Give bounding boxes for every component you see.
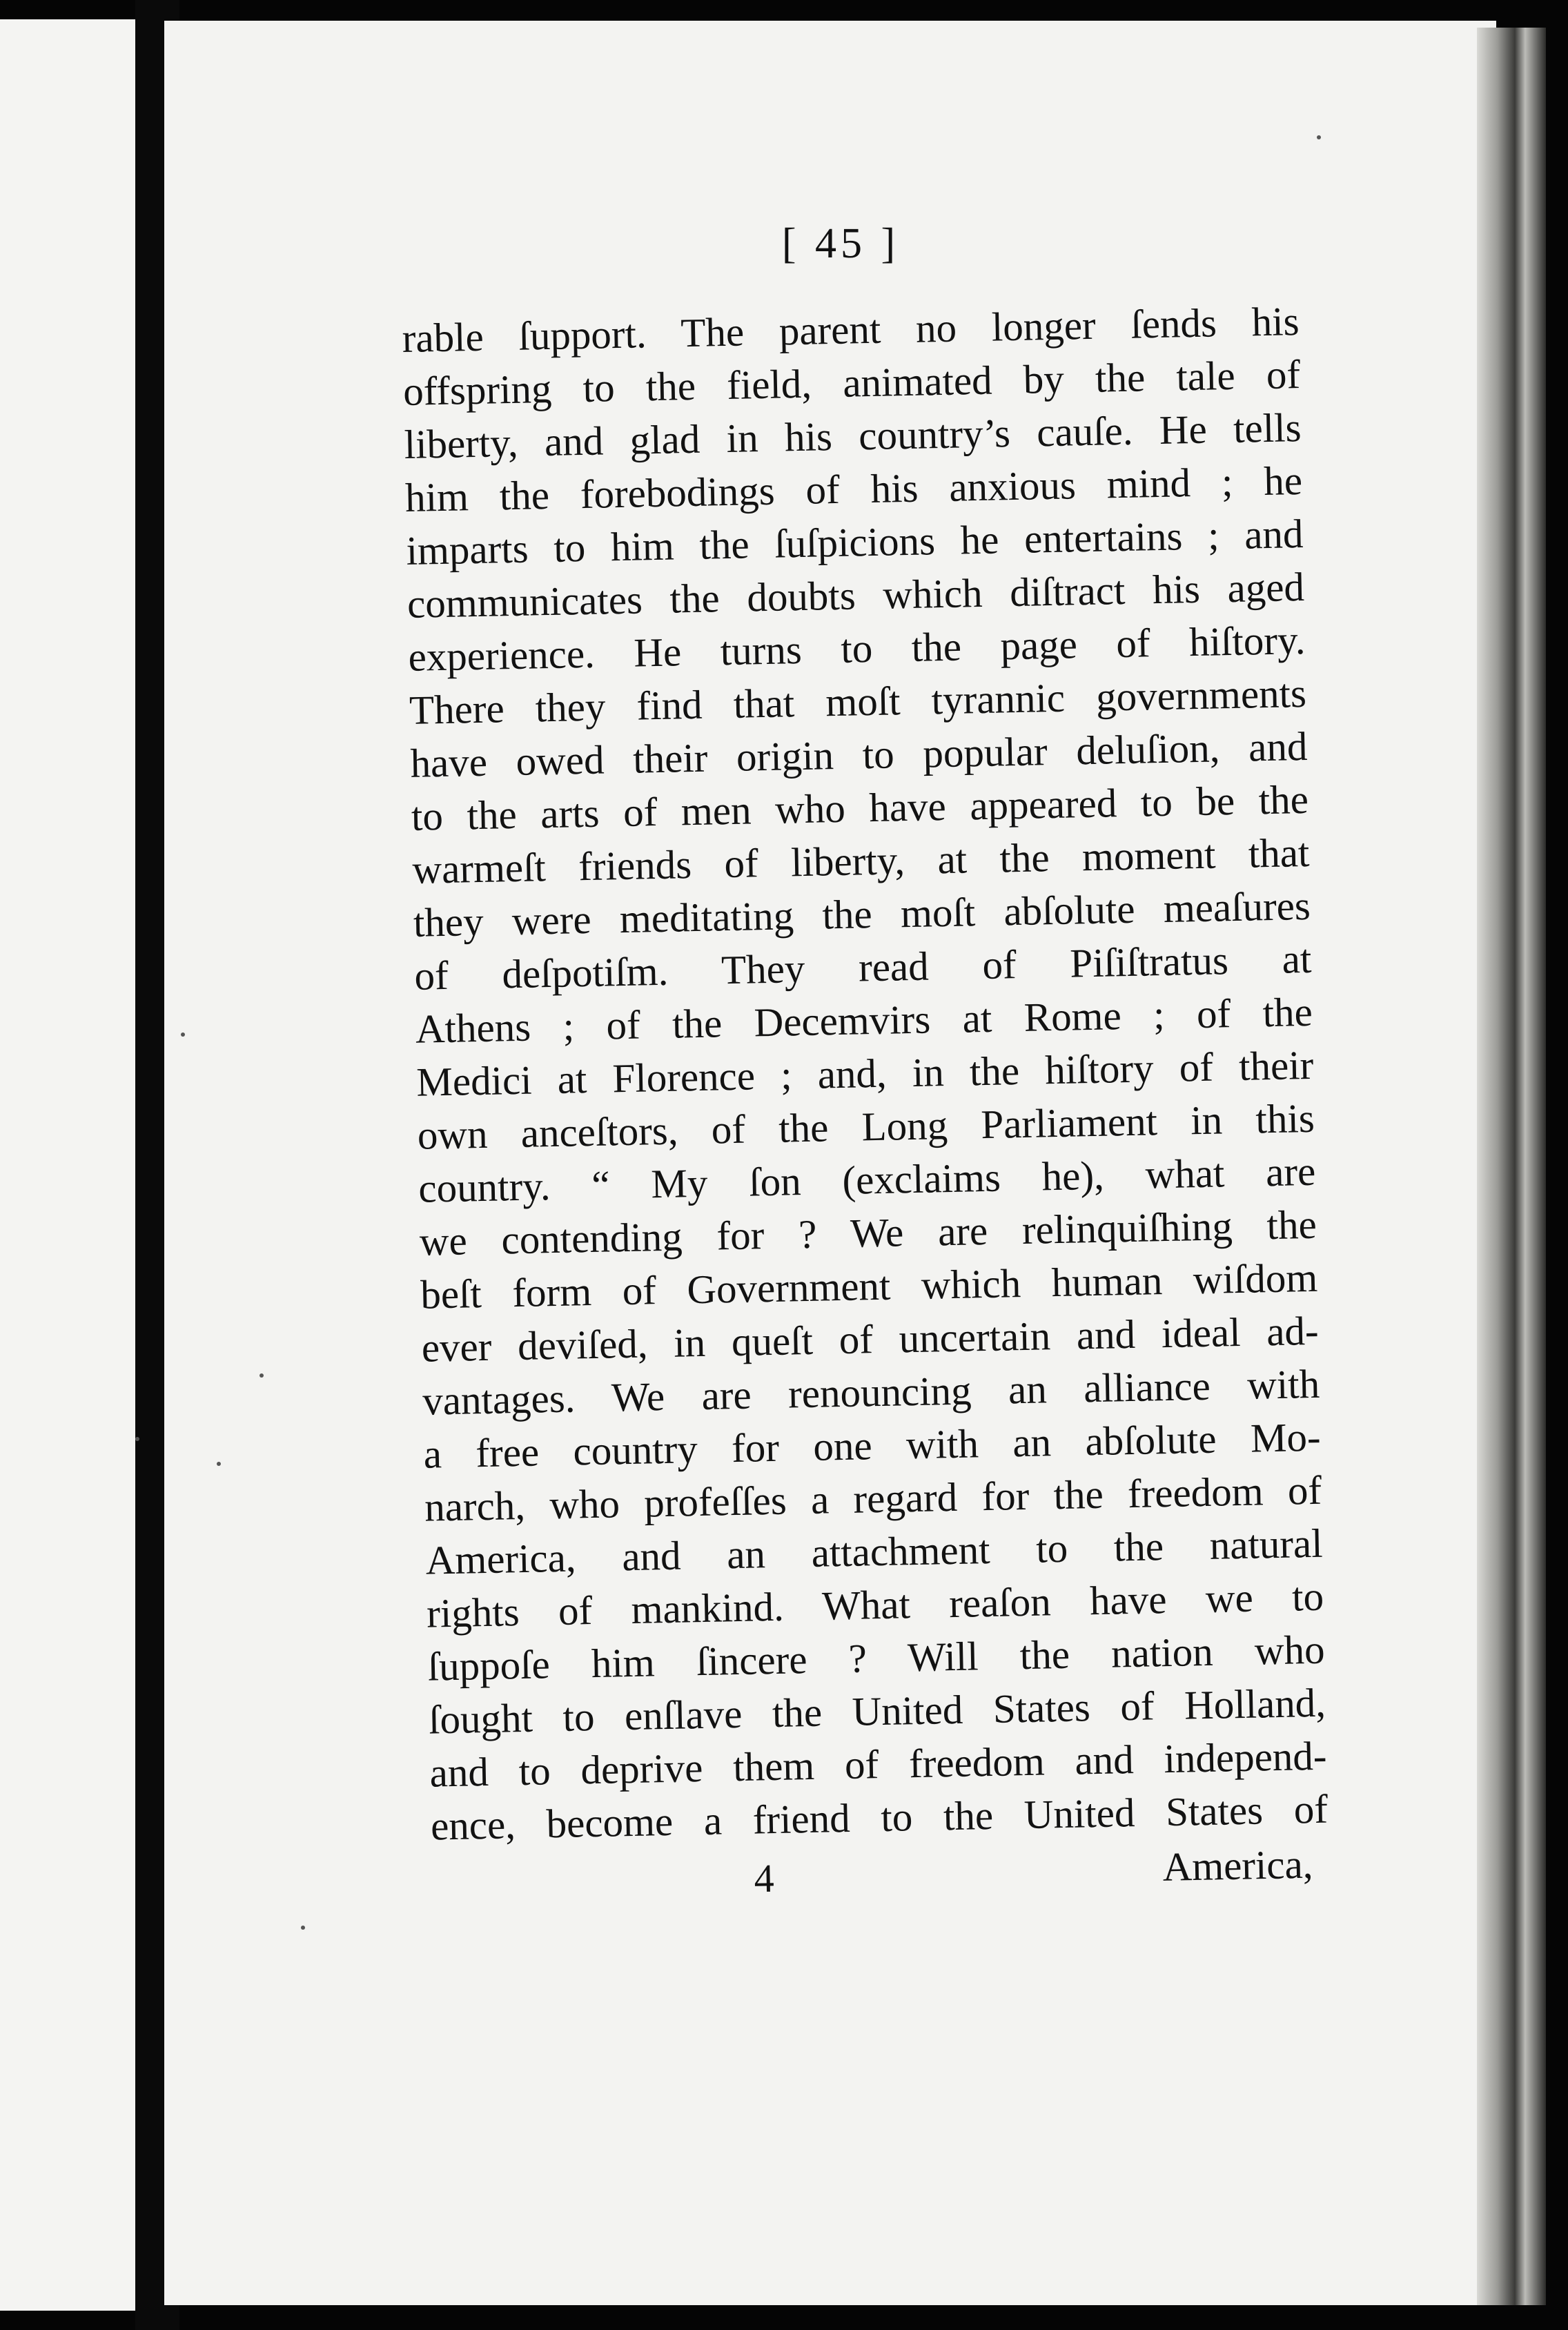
text-line: and to deprive them of freedom and independ- — [429, 1732, 1328, 1796]
paper-speck — [301, 1926, 305, 1930]
text-line: Medici at Florence ; and, in the hiſtory of their — [415, 1041, 1314, 1105]
text-line: America, and an attachment to the natural — [425, 1520, 1324, 1583]
text-line: own anceſtors, of the Long Parliament in this — [417, 1095, 1315, 1158]
text-line: to the arts of men who have appeared to be the — [411, 776, 1309, 839]
text-line: warmeſt friends of liberty, at the moment that — [411, 829, 1310, 892]
text-line: experience. He turns to the page of hiſtory. — [407, 616, 1306, 680]
paper-speck — [259, 1373, 264, 1378]
text-line: country. “ My ſon (exclaims he), what are — [418, 1148, 1316, 1211]
text-line: ſought to enſlave the United States of Holland, — [428, 1679, 1326, 1743]
body-text — [402, 295, 1329, 1853]
text-line: imparts to him the ſuſpicions he entertains ; and — [406, 510, 1304, 574]
text-line: a free country for one with an abſolute Mo- — [423, 1413, 1322, 1477]
text-line: ence, become a friend to the United States of — [430, 1785, 1329, 1849]
page-number-heading: [ 45 ] — [781, 220, 900, 267]
page-fore-edge — [1477, 28, 1546, 2305]
text-line: narch, who profeſſes a regard for the freedom of — [424, 1467, 1322, 1530]
text-line: we contending for ? We are relinquiſhing the — [419, 1201, 1317, 1264]
text-line: him the forebodings of his anxious mind ; he — [404, 457, 1303, 520]
text-line: Athens ; of the Decemvirs at Rome ; of the — [415, 988, 1313, 1052]
catchword: America, — [1162, 1841, 1314, 1890]
paper-speck — [217, 1462, 221, 1466]
text-line: rights of mankind. What reaſon have we to — [426, 1573, 1324, 1636]
text-line: communicates the doubts which diſtract his aged — [406, 563, 1305, 627]
paper-speck — [135, 1437, 139, 1441]
text-line: liberty, and glad in his country’s cauſe. He tells — [404, 404, 1302, 467]
text-line: ſuppoſe him ſincere ? Will the nation who — [427, 1626, 1326, 1690]
text-line: offspring to the field, animated by the tale of — [402, 351, 1301, 414]
text-line: vantages. We are renouncing an alliance with — [422, 1360, 1320, 1424]
text-line: rable ſupport. The parent no longer ſends his — [402, 298, 1300, 361]
paper-speck — [181, 1032, 185, 1037]
text-line: ever deviſed, in queſt of uncertain and ideal ad- — [421, 1307, 1320, 1371]
text-line: they were meditating the moſt abſolute meaſures — [413, 882, 1311, 946]
text-line: There they find that moſt tyrannic governments — [409, 669, 1307, 733]
text-line: of deſpotiſm. They read of Piſiſtratus at — [413, 935, 1312, 999]
paper-speck — [1317, 135, 1321, 139]
facing-page-edge — [0, 19, 135, 2311]
signature-mark: 4 — [754, 1855, 775, 1901]
text-line: beſt form of Government which human wiſdom — [420, 1254, 1318, 1318]
text-line: have owed their origin to popular deluſion, and — [409, 723, 1308, 786]
